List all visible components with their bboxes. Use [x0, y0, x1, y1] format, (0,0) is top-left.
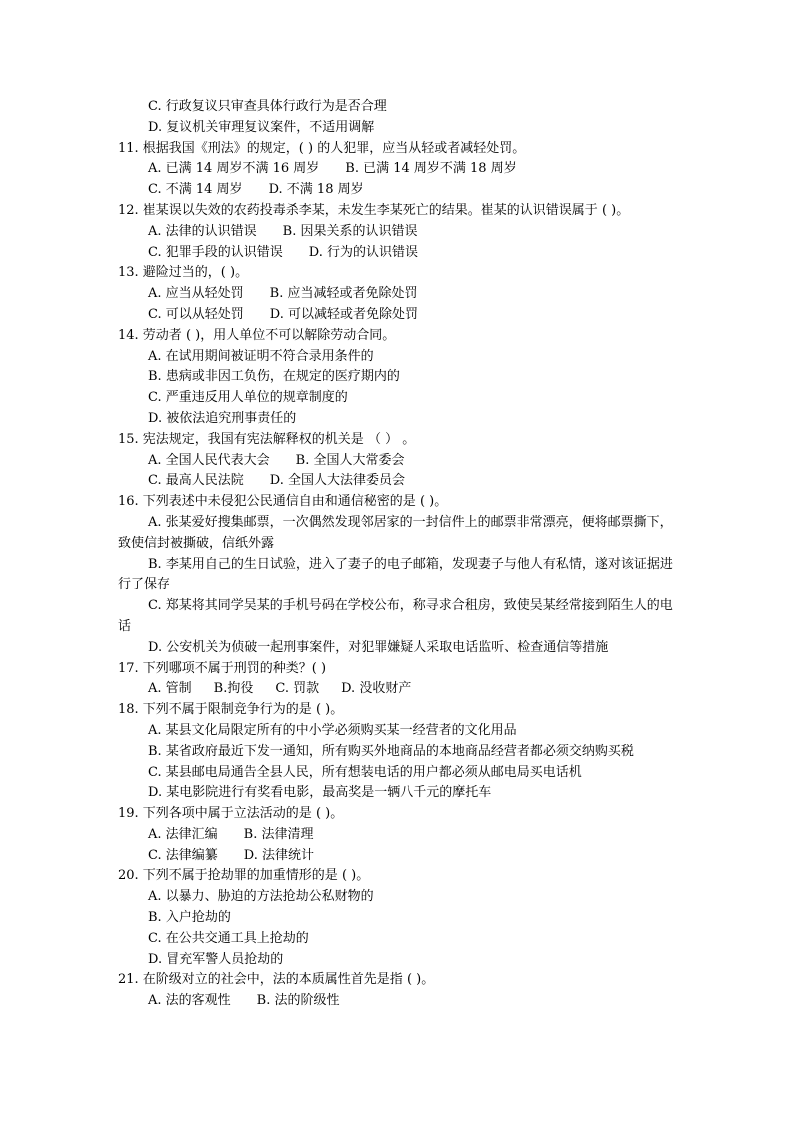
answer-options-row — [118, 305, 676, 326]
answer-options-row — [118, 284, 676, 305]
answer-option: B. 已满 14 周岁不满 18 周岁 — [345, 161, 517, 177]
answer-option: A. 已满 14 周岁不满 16 周岁 — [148, 161, 320, 177]
answer-option: D. 被依法追究刑事责任的 — [148, 410, 297, 426]
answer-option: C. 行政复议只审查具体行政行为是否合理 — [148, 99, 387, 114]
answer-option: A. 管制 — [148, 681, 192, 697]
question-stem: 16. 下列表述中未侵犯公民通信自由和通信秘密的是 ( )。 — [118, 494, 448, 510]
answer-option: A. 法律汇编 — [148, 826, 218, 842]
answer-option: C. 法律编纂 — [148, 847, 218, 863]
answer-option: B. 患病或非因工负伤，在规定的医疗期内的 — [148, 369, 400, 385]
question-list — [118, 97, 676, 1012]
answer-option: D. 冒充军警人员抢劫的 — [148, 951, 284, 967]
answer-options-row — [118, 451, 676, 472]
question-stem: 21. 在阶级对立的社会中，法的本质属性首先是指 ( )。 — [118, 972, 435, 988]
answer-options-row — [118, 679, 676, 700]
answer-options-row — [118, 159, 676, 180]
question-stem: 13. 避险过当的，( )。 — [118, 265, 249, 281]
question-stem: 17. 下列哪项不属于刑罚的种类？( ) — [118, 660, 327, 676]
answer-options-row — [118, 471, 676, 492]
answer-option: C. 某县邮电局通告全县人民，所有想装电话的用户都必须从邮电局买电话机 — [148, 764, 582, 780]
answer-option: D. 复议机关审理复议案件，不适用调解 — [148, 119, 375, 135]
answer-option: C. 可以从轻处罚 — [148, 306, 244, 322]
answer-option: D. 不满 18 周岁 — [268, 182, 364, 198]
answer-option: B. 入户抢劫的 — [148, 910, 231, 926]
answer-option: C. 在公共交通工具上抢劫的 — [148, 930, 309, 946]
answer-option: A. 法的客观性 — [148, 993, 231, 1009]
answer-option: B. 应当减轻或者免除处罚 — [269, 286, 418, 302]
answer-option: A. 法律的认识错误 — [148, 223, 257, 239]
answer-option: A. 某县文化局限定所有的中小学必须购买某一经营者的文化用品 — [148, 722, 517, 738]
answer-option: C. 严重违反用人单位的规章制度的 — [148, 390, 348, 406]
answer-options-row — [118, 825, 676, 846]
question-stem: 12. 崔某误以失效的农药投毒杀李某，未发生李某死亡的结果。崔某的认识错误属于 ( )。 — [118, 202, 630, 218]
answer-option: D. 法律统计 — [243, 847, 314, 863]
question-stem: 19. 下列各项中属于立法活动的是 ( )。 — [118, 806, 344, 822]
answer-option: A. 以暴力、胁迫的方法抢劫公私财物的 — [148, 889, 374, 905]
answer-option: D. 公安机关为侦破一起刑事案件，对犯罪嫌疑人采取电话监听、检查通信等措施 — [148, 639, 609, 655]
answer-option: A. 全国人民代表大会 — [148, 452, 270, 468]
answer-option: B. 法的阶级性 — [256, 993, 340, 1009]
answer-option: B. 李某用自己的生日试验，进入了妻子的电子邮箱，发现妻子与他人有私情，遂对该证据进行了保存 — [118, 556, 673, 593]
answer-option: A. 应当从轻处罚 — [148, 286, 244, 302]
answer-option: D. 行为的认识错误 — [308, 244, 418, 260]
question-stem: 20. 下列不属于抢劫罪的加重情形的是 ( )。 — [118, 868, 370, 884]
question-stem: 18. 下列不属于限制竞争行为的是 ( )。 — [118, 702, 344, 718]
answer-option: D. 没收财产 — [341, 681, 412, 697]
answer-option: D. 可以减轻或者免除处罚 — [269, 306, 418, 322]
answer-option: C. 犯罪手段的认识错误 — [148, 244, 283, 260]
answer-option: B. 法律清理 — [243, 826, 314, 842]
answer-option: B.拘役 — [213, 681, 254, 697]
question-stem: 15. 宪法规定，我国有宪法解释权的机关是 （ ） 。 — [118, 431, 416, 447]
answer-option: D. 某电影院进行有奖看电影，最高奖是一辆八千元的摩托车 — [148, 785, 492, 801]
answer-options-row — [118, 846, 676, 867]
answer-option: C. 罚款 — [275, 681, 320, 697]
answer-option: B. 全国人大常委会 — [295, 452, 405, 468]
answer-option: B. 因果关系的认识错误 — [282, 223, 418, 239]
answer-options-row — [118, 180, 676, 201]
answer-options-row — [118, 243, 676, 264]
question-stem: 14. 劳动者 ( )，用人单位不可以解除劳动合同。 — [118, 327, 396, 343]
question-stem: 11. 根据我国《刑法》的规定，( ) 的人犯罪，应当从轻或者减轻处罚。 — [118, 140, 526, 156]
answer-option: C. 不满 14 周岁 — [148, 182, 243, 198]
answer-option: A. 在试用期间被证明不符合录用条件的 — [148, 348, 374, 364]
answer-options-row — [118, 222, 676, 243]
answer-option: D. 全国人大法律委员会 — [269, 473, 405, 489]
answer-option: A. 张某爱好搜集邮票，一次偶然发现邻居家的一封信件上的邮票非常漂亮，便将邮票撕下，致使信封被撕破，信纸外露 — [118, 514, 673, 551]
answer-option: C. 最高人民法院 — [148, 473, 244, 489]
answer-options-row — [118, 991, 676, 1012]
answer-option: C. 郑某将其同学吴某的手机号码在学校公布，称寻求合租房，致使吴某经常接到陌生人的电话 — [118, 598, 673, 634]
answer-option: B. 某省政府最近下发一通知，所有购买外地商品的本地商品经营者都必须交纳购买税 — [148, 743, 634, 759]
